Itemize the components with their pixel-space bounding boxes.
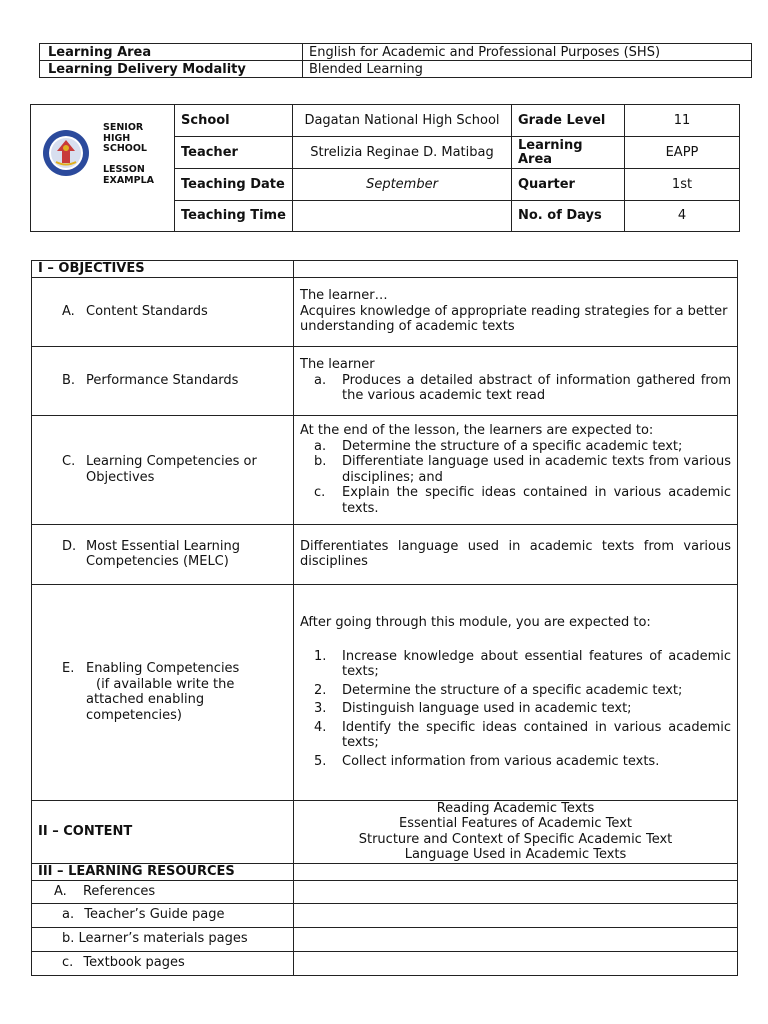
- learning-area-short-label: Learning Area: [512, 137, 625, 169]
- table-row: [31, 105, 740, 137]
- teaching-date-value: September: [293, 169, 512, 201]
- content-topic: Language Used in Academic Texts: [404, 847, 627, 862]
- objectives-heading: I – OBJECTIVES: [32, 261, 294, 278]
- learning-competencies-value: [294, 415, 738, 524]
- list-marker: b.: [62, 931, 75, 947]
- teacher-value: Strelizia Reginae D. Matibag: [293, 137, 512, 169]
- list-item: [300, 720, 731, 751]
- content-standards-line: Acquires knowledge of appropriate reading strategies for a better understanding of academic texts: [300, 303, 728, 335]
- list-marker: c.: [314, 485, 326, 500]
- list-marker: a.: [62, 907, 75, 923]
- content-topic: Structure and Context of Specific Academic Text: [358, 831, 673, 847]
- teaching-time-value: [293, 201, 512, 232]
- learning-area-label: Learning Area: [40, 44, 303, 61]
- empty-cell: [294, 951, 738, 975]
- shs-line: HIGH: [103, 132, 131, 144]
- table-row: [32, 880, 738, 903]
- learning-area-short-value: EAPP: [625, 137, 740, 169]
- teacher-label: Teacher: [175, 137, 293, 169]
- learners-materials-label: [32, 927, 294, 951]
- melc-text: Most Essential Learning Competencies (MELC): [86, 538, 241, 569]
- logo-cell: [31, 105, 175, 232]
- quarter-value: 1st: [625, 169, 740, 201]
- learning-competencies-label: [32, 415, 294, 524]
- performance-standards-label: [32, 346, 294, 415]
- delivery-modality-label: Learning Delivery Modality: [40, 61, 303, 78]
- no-of-days-label: No. of Days: [512, 201, 625, 232]
- content-standards-line: The learner…: [300, 288, 388, 304]
- table-row: [32, 927, 738, 951]
- list-marker: 3.: [314, 701, 327, 716]
- list-marker: c.: [62, 955, 74, 971]
- content-topic: Reading Academic Texts: [436, 800, 595, 816]
- teachers-guide-label: [32, 903, 294, 927]
- list-item-text: Distinguish language used in academic text;: [342, 701, 632, 716]
- table-row: [32, 903, 738, 927]
- list-item-text: Determine the structure of a specific academic text;: [342, 438, 683, 454]
- list-item: [300, 373, 731, 404]
- list-marker: 5.: [314, 753, 327, 769]
- list-item: [300, 439, 731, 455]
- grade-level-label: Grade Level: [512, 105, 625, 137]
- list-marker: E.: [62, 661, 75, 676]
- performance-standards-value: [294, 346, 738, 415]
- content-standards-value: [294, 277, 738, 346]
- content-topics: [294, 800, 738, 863]
- table-row: [32, 346, 738, 415]
- empty-cell: [294, 261, 738, 278]
- textbook-pages-text: Textbook pages: [83, 955, 185, 971]
- content-topic: Essential Features of Academic Text: [399, 816, 632, 831]
- table-row: [32, 863, 738, 880]
- list-item: [300, 454, 731, 485]
- shs-line: SENIOR: [103, 122, 144, 133]
- lesson-header-table: [30, 104, 740, 232]
- empty-cell: [294, 927, 738, 951]
- list-marker: a.: [314, 372, 327, 388]
- list-item: [300, 754, 731, 770]
- list-item-text: Produces a detailed abstract of information gathered from the various academic text read: [342, 372, 731, 404]
- textbook-pages-label: [32, 951, 294, 975]
- enabling-competencies-label: [32, 584, 294, 800]
- quarter-label: Quarter: [512, 169, 625, 201]
- list-item-text: Differentiate language used in academic texts from various disciplines; and: [342, 454, 731, 485]
- list-marker: b.: [314, 454, 327, 469]
- learning-resources-heading: III – LEARNING RESOURCES: [32, 863, 294, 880]
- list-item-text: Explain the specific ideas contained in various academic texts.: [342, 485, 731, 516]
- list-marker: B.: [62, 372, 76, 388]
- performance-intro: The learner: [300, 357, 375, 373]
- melc-label: [32, 524, 294, 584]
- references-text: References: [82, 883, 156, 899]
- teaching-date-label: Teaching Date: [175, 169, 293, 201]
- shs-line: SCHOOL: [103, 143, 147, 154]
- list-item-text: Collect information from various academic texts.: [342, 753, 660, 769]
- teachers-guide-text: Teacher’s Guide page: [84, 907, 225, 923]
- shs-lesson-label: [103, 123, 154, 186]
- list-marker: A.: [54, 883, 67, 899]
- table-row: [32, 415, 738, 524]
- grade-level-value: 11: [625, 105, 740, 137]
- table-row: [32, 584, 738, 800]
- teaching-time-label: Teaching Time: [175, 201, 293, 232]
- competencies-intro: At the end of the lesson, the learners are expected to:: [300, 423, 654, 438]
- learners-materials-text: Learner’s materials pages: [78, 931, 248, 947]
- list-marker: D.: [62, 538, 77, 554]
- no-of-days-value: 4: [625, 201, 740, 232]
- table-row: [32, 277, 738, 346]
- list-item-text: Determine the structure of a specific academic text;: [342, 682, 683, 698]
- table-row: [32, 524, 738, 584]
- list-marker: 2.: [314, 682, 327, 698]
- enabling-label-line: Enabling Competencies: [86, 661, 240, 676]
- enabling-label-note: (if available write the attached enabling competencies): [86, 676, 235, 723]
- content-standards-text: Content Standards: [86, 303, 208, 319]
- table-row: [40, 44, 752, 61]
- list-marker: 4.: [314, 719, 327, 735]
- learning-area-value: English for Academic and Professional Purposes (SHS): [303, 44, 752, 61]
- enabling-competencies-value: [294, 584, 738, 800]
- deped-seal-icon: [42, 129, 90, 177]
- list-marker: 1.: [314, 648, 327, 664]
- learning-area-table: [39, 43, 752, 78]
- performance-standards-text: Performance Standards: [86, 372, 239, 388]
- content-heading: II – CONTENT: [32, 800, 294, 863]
- list-item: [300, 649, 731, 680]
- empty-cell: [294, 903, 738, 927]
- shs-line: EXAMPLA: [103, 174, 154, 186]
- lesson-plan-table: [31, 260, 738, 976]
- enabling-intro: After going through this module, you are expected to:: [300, 615, 651, 630]
- delivery-modality-value: Blended Learning: [303, 61, 752, 78]
- list-marker: C.: [62, 454, 76, 469]
- content-standards-label: [32, 277, 294, 346]
- table-row: [32, 951, 738, 975]
- school-value: Dagatan National High School: [293, 105, 512, 137]
- list-marker: a.: [314, 438, 327, 454]
- table-row: [32, 261, 738, 278]
- list-marker: A.: [62, 303, 75, 319]
- table-row: [40, 61, 752, 78]
- school-label: School: [175, 105, 293, 137]
- table-row: [32, 800, 738, 863]
- references-label: [32, 880, 294, 903]
- list-item: [300, 683, 731, 699]
- list-item: [300, 701, 731, 717]
- list-item: [300, 485, 731, 516]
- list-item-text: Increase knowledge about essential features of academic texts;: [342, 648, 731, 679]
- empty-cell: [294, 863, 738, 880]
- empty-cell: [294, 880, 738, 903]
- melc-value: Differentiates language used in academic texts from various disciplines: [294, 524, 738, 584]
- shs-line: LESSON: [103, 164, 145, 175]
- list-item-text: Identify the specific ideas contained in various academic texts;: [342, 719, 731, 750]
- learning-competencies-text: Learning Competencies or Objectives: [86, 454, 257, 485]
